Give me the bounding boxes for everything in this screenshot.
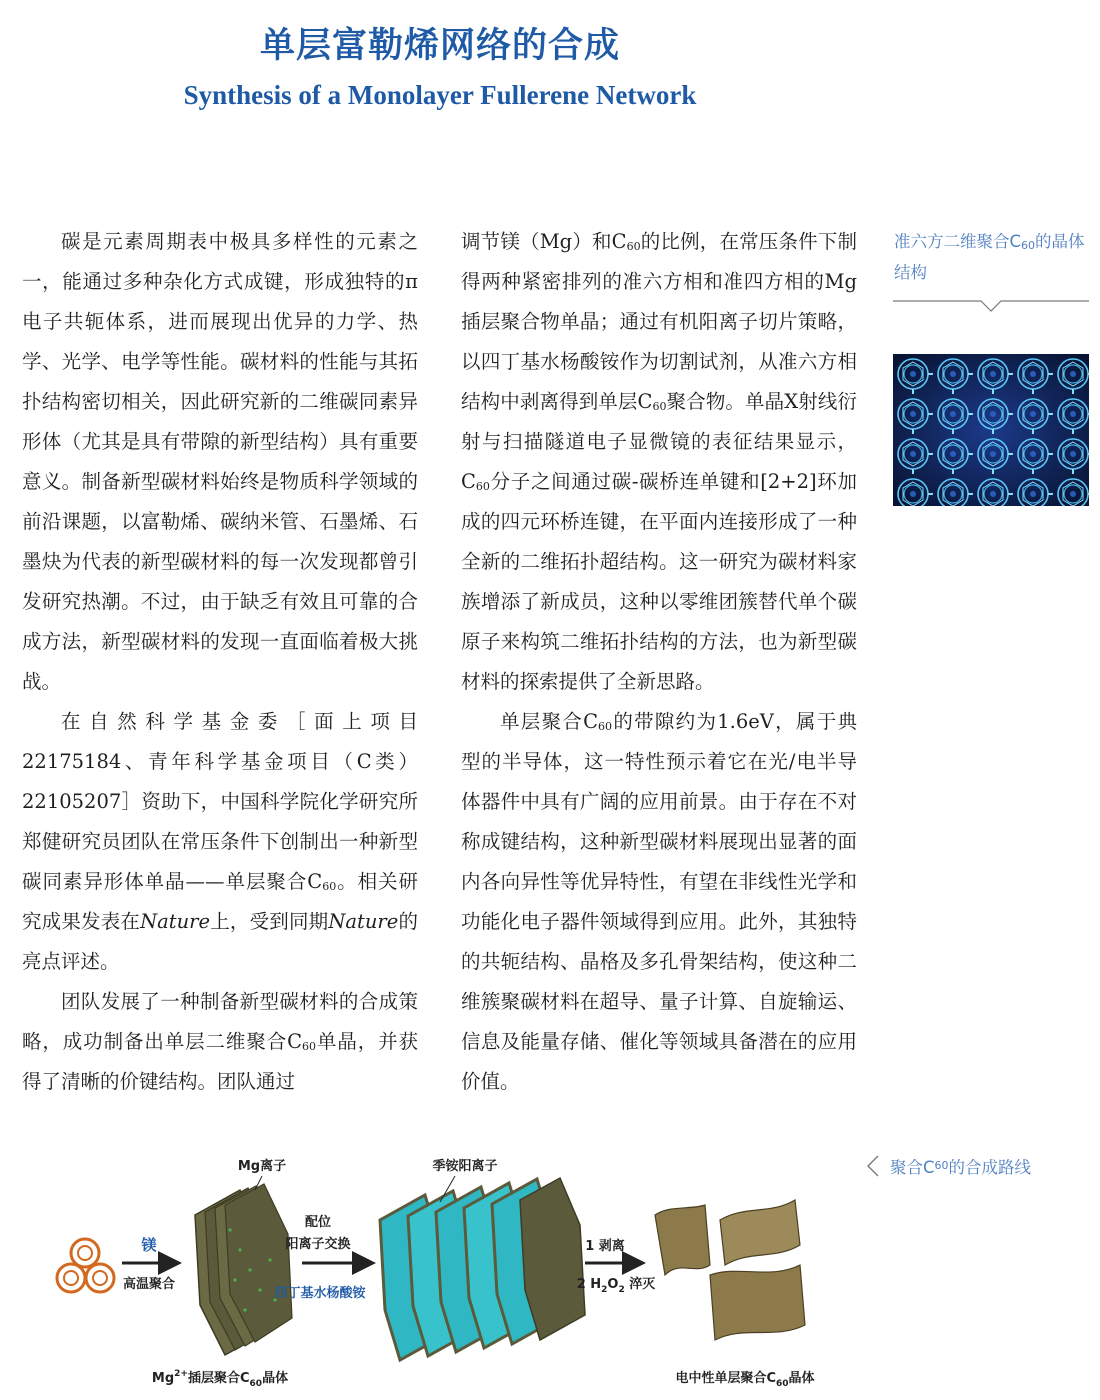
monolayer-sheets bbox=[655, 1200, 805, 1340]
condition-label: 1 剥离 bbox=[585, 1239, 625, 1254]
paragraph-text: 调节镁（Mg）和C bbox=[461, 230, 627, 253]
caption-text: 聚合C bbox=[890, 1158, 935, 1177]
subscript: 60 bbox=[1021, 239, 1036, 252]
right-text-column bbox=[461, 222, 857, 1102]
paragraph-text: 。相关研究成果发表在 bbox=[22, 870, 418, 933]
fullerene-lattice-image bbox=[893, 354, 1089, 506]
journal-name: Nature bbox=[140, 910, 211, 933]
component-label: 季铵阳离子 bbox=[432, 1159, 498, 1174]
product-label: $Mg^{2+}$插层聚合$C_{60}$晶体 bbox=[151, 1369, 289, 1389]
mg-intercalated-crystal bbox=[195, 1184, 292, 1355]
paragraph-text: 聚合物。单晶X射线衍射与扫描隧道电子显微镜的表征结果显示，C bbox=[461, 390, 858, 493]
synthesis-route-figure bbox=[40, 1150, 870, 1390]
c60-molecule bbox=[86, 1264, 114, 1292]
caption-text: 的合成路线 bbox=[948, 1158, 1032, 1177]
subscript: 60 bbox=[475, 480, 490, 493]
paragraph bbox=[461, 702, 857, 1102]
paragraph bbox=[22, 222, 418, 702]
subscript: 60 bbox=[302, 1040, 317, 1053]
subscript: 60 bbox=[322, 880, 337, 893]
paragraph-text: 单晶，并获得了清晰的价键结构。团队通过 bbox=[22, 1030, 418, 1093]
c60-molecule bbox=[71, 1239, 99, 1267]
cation-expanded-crystal bbox=[380, 1178, 585, 1360]
paragraph-text: 在自然科学基金委［面上项目22175184、青年科学基金项目（C类）22105207］资助下，中国科学院化学研究所郑健研究员团队在常压条件下创制出一种新型碳同素异形体单晶——单层聚合C bbox=[22, 710, 418, 893]
paragraph-text: 团队发展了一种制备新型碳材料的合成策略，成功制备出单层二维聚合C bbox=[22, 990, 418, 1053]
paragraph-text: 碳是元素周期表中极具多样性的元素之一，能通过多种杂化方式成键，形成独特的π电子共轭体系，进而展现出优异的力学、热学、光学、电学等性能。碳材料的性能与其拓扑结构密切相关，因此研究新的二维碳同素异形体（尤其是具有带隙的新型结构）具有重要意义。制备新型碳材料始终是物质科学领域的前沿课题，以富勒烯、碳纳米管、石墨烯、石墨炔为代表的新型碳材料的每一次发现都曾引发研究热潮。不过，由于缺乏有效且可靠的合成方法，新型碳材料的发现一直面临着极大挑战。 bbox=[22, 230, 418, 693]
product-label: 电中性单层聚合$C_{60}$晶体 bbox=[675, 1371, 815, 1389]
paragraph-text: 的亮点评述。 bbox=[22, 910, 418, 973]
page-subtitle-english: Synthesis of a Monolayer Fullerene Network bbox=[183, 80, 697, 110]
left-text-column bbox=[22, 222, 418, 1102]
component-label: Mg离子 bbox=[237, 1159, 287, 1174]
subscript: 60 bbox=[626, 240, 641, 253]
figure-caption: 聚合C 60 的合成路线 bbox=[866, 1154, 1031, 1178]
c60-molecules bbox=[57, 1239, 114, 1292]
page-title: 单层富勒烯网络的合成 bbox=[259, 26, 620, 66]
condition-label: 高温聚合 bbox=[122, 1277, 176, 1292]
sidebar-caption bbox=[894, 226, 1094, 288]
c60-molecule bbox=[57, 1264, 85, 1292]
reagent-label: 镁 bbox=[141, 1236, 157, 1254]
condition-label: 阳离子交换 bbox=[285, 1237, 351, 1252]
paragraph-text: 分子之间通过碳-碳桥连单键和[2+2]环加成的四元环桥连键，在平面内连接形成了一种全新的二维拓扑超结构。这一研究为碳材料家族增添了新成员，这种以零维团簇替代单个碳原子来构筑二维拓扑结构的方法，也为新型碳材料的探索提供了全新思路。 bbox=[461, 470, 857, 693]
caption-text: 的晶体结构 bbox=[894, 232, 1085, 282]
paragraph bbox=[22, 702, 418, 982]
caption-text: 准六方二维聚合C bbox=[894, 232, 1022, 251]
journal-name: Nature bbox=[328, 910, 399, 933]
condition-label: 2 $H_2O_2$ 淬灭 bbox=[576, 1277, 656, 1295]
caption-divider bbox=[893, 300, 1089, 314]
paragraph bbox=[22, 982, 418, 1102]
paragraph-text: 的带隙约为1.6eV，属于典型的半导体，这一特性预示着它在光/电半导体器件中具有广阔的应用前景。由于存在不对称成键结构，这种新型碳材料展现出显著的面内各向异性等优异特性，有望在非线性光学和功能化电子器件领域得到应用。此外，其独特的共轭结构、晶格及多孔骨架结构，使这种二维簇聚碳材料在超导、量子计算、自旋输运、信息及能量存储、催化等领域具备潜在的应用价值。 bbox=[461, 710, 857, 1093]
paragraph-text: 单层聚合C bbox=[500, 710, 599, 733]
paragraph bbox=[461, 222, 857, 702]
paragraph-text: 的比例，在常压条件下制得两种紧密排列的准六方相和准四方相的Mg插层聚合物单晶；通过有机阳离子切片策略，以四丁基水杨酸铵作为切割试剂，从准六方相结构中剥离得到单层C bbox=[461, 230, 857, 413]
subscript: 60 bbox=[652, 400, 667, 413]
reagent-label: 四丁基水杨酸铵 bbox=[274, 1286, 366, 1301]
paragraph-text: 上，受到同期 bbox=[210, 910, 329, 933]
subscript: 60 bbox=[598, 720, 613, 733]
condition-label: 配位 bbox=[304, 1215, 332, 1230]
